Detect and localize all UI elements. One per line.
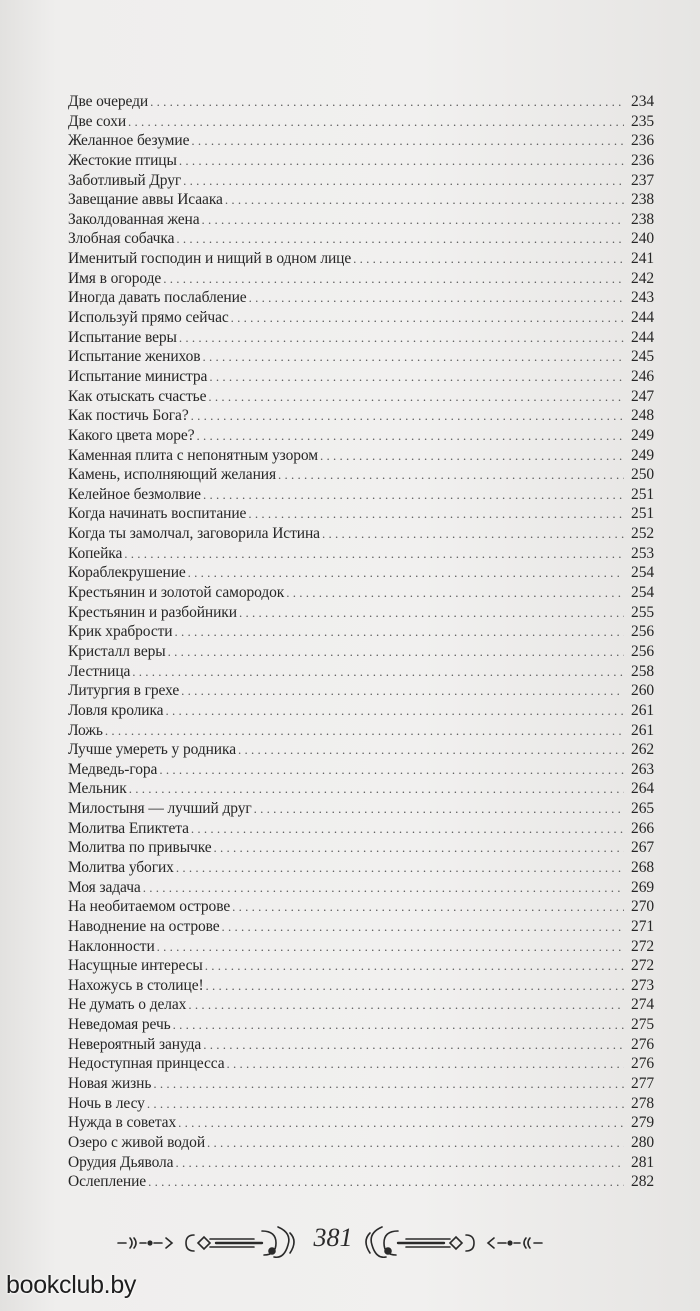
dot-leader [197, 426, 625, 446]
dot-leader [286, 583, 624, 603]
toc-entry-page: 267 [631, 839, 654, 857]
toc-entry [68, 1113, 654, 1133]
toc-entry-page: 279 [631, 1114, 654, 1132]
dot-leader [232, 897, 624, 917]
toc-entry-title: Не думать о делах [68, 996, 187, 1014]
toc-entry-title: Молитва Епиктета [68, 819, 189, 837]
toc-entry-title: Нужда в советах [68, 1114, 177, 1132]
toc-entry [68, 229, 654, 249]
dot-leader [238, 740, 624, 760]
dot-leader [178, 1113, 624, 1133]
toc-entry [68, 504, 654, 524]
toc-entry-title: Ослепление [68, 1173, 147, 1191]
dot-leader [248, 504, 624, 524]
toc-entry-title: Ложь [68, 721, 103, 739]
toc-entry-title: Копейка [68, 544, 123, 562]
toc-entry-page: 248 [631, 407, 654, 425]
toc-entry-title: Насущные интересы [68, 957, 203, 975]
toc-entry-page: 234 [631, 93, 654, 110]
toc-entry [68, 662, 654, 682]
dot-leader [147, 1094, 624, 1114]
dot-leader [153, 1074, 624, 1094]
toc-entry-title: Испытание министра [68, 367, 208, 385]
toc-entry-page: 264 [631, 780, 654, 798]
toc-entry [68, 485, 654, 505]
toc-entry-page: 238 [631, 191, 654, 209]
toc-entry [68, 858, 654, 878]
toc-entry-title: Наклонности [68, 937, 155, 955]
dot-leader [168, 642, 624, 662]
dot-leader [188, 563, 624, 583]
dot-leader [191, 131, 624, 151]
toc-entry [68, 151, 654, 171]
toc-entry [68, 819, 654, 839]
dot-leader [254, 799, 624, 819]
toc-entry-title: Какого цвета море? [68, 426, 195, 444]
toc-entry-title: Как постичь Бога? [68, 407, 189, 425]
toc-entry [68, 406, 654, 426]
toc-entry-title: Имя в огороде [68, 269, 162, 287]
toc-entry-title: Мельник [68, 780, 127, 798]
toc-entry-title: Каменная плита с непонятным узором [68, 446, 318, 464]
toc-entry-title: Нахожусь в столице! [68, 976, 204, 994]
toc-entry-title: Камень, исполняющий желания [68, 466, 276, 484]
toc-entry [68, 1133, 654, 1153]
toc-entry-title: Завещание аввы Исаака [68, 191, 223, 209]
toc-entry [68, 1094, 654, 1114]
dot-leader [222, 917, 624, 937]
toc-entry-title: Новая жизнь [68, 1075, 152, 1093]
toc-entry [68, 131, 654, 151]
toc-entry [68, 1015, 654, 1035]
toc-entry-page: 282 [631, 1173, 654, 1191]
dot-leader [157, 937, 624, 957]
toc-entry [68, 995, 654, 1015]
toc-entry-title: Недоступная принцесса [68, 1055, 225, 1073]
toc-entry [68, 721, 654, 741]
toc-entry [68, 1035, 654, 1055]
toc-entry-title: Жестокие птицы [68, 151, 177, 169]
toc-entry-page: 244 [631, 328, 654, 346]
toc-entry [68, 799, 654, 819]
toc-entry [68, 740, 654, 760]
dot-leader [124, 544, 624, 564]
toc-entry-page: 236 [631, 132, 654, 150]
toc-entry-page: 281 [631, 1153, 654, 1171]
toc-entry-title: Две сохи [68, 112, 127, 130]
toc-entry [68, 210, 654, 230]
page-footer [112, 1221, 542, 1263]
toc-entry [68, 465, 654, 485]
dot-leader [209, 367, 624, 387]
toc-entry-page: 261 [631, 701, 654, 719]
dot-leader [202, 210, 624, 230]
toc-entry [68, 583, 654, 603]
toc-entry-title: Молитва по привычке [68, 839, 212, 857]
toc-entry [68, 249, 654, 269]
toc-entry [68, 897, 654, 917]
dot-leader [320, 446, 624, 466]
dot-leader [227, 1054, 625, 1074]
toc-entry-title: Заколдованная жена [68, 210, 200, 228]
toc-entry-page: 249 [631, 426, 654, 444]
table-of-contents [68, 92, 654, 1192]
toc-entry-title: Испытание веры [68, 328, 177, 346]
toc-entry-page: 276 [631, 1055, 654, 1073]
toc-entry [68, 563, 654, 583]
toc-entry-title: Крик храбрости [68, 623, 173, 641]
dot-leader [176, 858, 624, 878]
toc-entry-page: 260 [631, 682, 654, 700]
dot-leader [179, 328, 624, 348]
toc-entry-title: Лучше умереть у родника [68, 741, 236, 759]
toc-entry [68, 760, 654, 780]
toc-entry-page: 280 [631, 1133, 654, 1151]
dot-leader [322, 524, 624, 544]
toc-entry-page: 253 [631, 544, 654, 562]
toc-entry-page: 276 [631, 1035, 654, 1053]
toc-entry [68, 681, 654, 701]
toc-entry-title: Ловля кролика [68, 701, 164, 719]
dot-leader [207, 1133, 624, 1153]
ornament-right-icon [358, 1221, 548, 1263]
watermark: bookclub.by [6, 1271, 137, 1299]
dot-leader [203, 485, 624, 505]
toc-entry-page: 242 [631, 269, 654, 287]
toc-entry-page: 245 [631, 348, 654, 366]
toc-entry-title: Неведомая речь [68, 1016, 171, 1034]
toc-entry [68, 112, 654, 132]
dot-leader [165, 701, 624, 721]
toc-entry-title: Наводнение на острове [68, 917, 220, 935]
toc-entry [68, 1153, 654, 1173]
toc-entry [68, 171, 654, 191]
toc-entry-page: 241 [631, 250, 654, 268]
dot-leader [105, 721, 624, 741]
toc-entry-title: Когда ты замолчал, заговорила Истина [68, 525, 320, 543]
toc-entry-title: Иногда давать послабление [68, 289, 247, 307]
toc-entry-page: 265 [631, 800, 654, 818]
toc-entry-page: 270 [631, 898, 654, 916]
toc-entry [68, 917, 654, 937]
toc-entry-page: 252 [631, 525, 654, 543]
dot-leader [143, 878, 624, 898]
dot-leader [208, 387, 624, 407]
dot-leader [159, 760, 624, 780]
toc-entry-title: Орудия Дьявола [68, 1153, 174, 1171]
dot-leader [188, 995, 624, 1015]
dot-leader [173, 1015, 624, 1035]
toc-entry [68, 190, 654, 210]
toc-entry [68, 1054, 654, 1074]
toc-entry [68, 937, 654, 957]
dot-leader [202, 347, 624, 367]
toc-entry-page: 254 [631, 564, 654, 582]
dot-leader [148, 1172, 624, 1192]
dot-leader [181, 681, 624, 701]
toc-entry [68, 269, 654, 289]
toc-entry-page: 256 [631, 642, 654, 660]
toc-entry-title: Как отыскать счастье [68, 387, 207, 405]
dot-leader [179, 151, 624, 171]
dot-leader [205, 956, 624, 976]
toc-entry-page: 278 [631, 1094, 654, 1112]
toc-entry [68, 956, 654, 976]
dot-leader [203, 1035, 624, 1055]
toc-entry-title: Медведь-гора [68, 760, 158, 778]
toc-entry-page: 269 [631, 878, 654, 896]
toc-entry-page: 251 [631, 505, 654, 523]
toc-entry-title: Молитва убогих [68, 858, 174, 876]
toc-entry-title: Испытание женихов [68, 348, 201, 366]
toc-entry-title: Невероятный зануда [68, 1035, 202, 1053]
toc-entry-title: Озеро с живой водой [68, 1133, 206, 1151]
toc-entry-page: 246 [631, 367, 654, 385]
toc-entry [68, 544, 654, 564]
toc-entry [68, 328, 654, 348]
toc-entry-title: Крестьянин и золотой самородок [68, 584, 285, 602]
toc-entry-page: 268 [631, 858, 654, 876]
dot-leader [175, 622, 625, 642]
toc-entry-page: 254 [631, 584, 654, 602]
dot-leader [225, 190, 624, 210]
toc-entry-page: 272 [631, 937, 654, 955]
toc-entry-page: 272 [631, 957, 654, 975]
toc-entry [68, 622, 654, 642]
toc-entry [68, 347, 654, 367]
toc-entry-title: Две очереди [68, 93, 149, 110]
toc-entry-title: Желанное безумие [68, 132, 190, 150]
dot-leader [183, 171, 624, 191]
toc-entry [68, 1074, 654, 1094]
toc-entry-title: Заботливый Друг [68, 171, 182, 189]
dot-leader [191, 819, 624, 839]
toc-entry [68, 308, 654, 328]
dot-leader [163, 269, 624, 289]
toc-entry-title: Злобная собачка [68, 230, 175, 248]
dot-leader [231, 308, 624, 328]
toc-entry-page: 262 [631, 741, 654, 759]
ornament-left-icon [112, 1221, 302, 1263]
toc-entry [68, 779, 654, 799]
toc-entry-page: 244 [631, 309, 654, 327]
dot-leader [175, 1153, 624, 1173]
toc-entry-page: 240 [631, 230, 654, 248]
toc-entry-page: 243 [631, 289, 654, 307]
toc-entry [68, 524, 654, 544]
toc-entry-title: Ночь в лесу [68, 1094, 145, 1112]
toc-entry [68, 92, 654, 112]
toc-entry-page: 249 [631, 446, 654, 464]
toc-entry-page: 273 [631, 976, 654, 994]
toc-entry [68, 446, 654, 466]
toc-entry [68, 387, 654, 407]
toc-entry-page: 277 [631, 1075, 654, 1093]
dot-leader [353, 249, 624, 269]
toc-entry-page: 250 [631, 466, 654, 484]
toc-entry-page: 251 [631, 485, 654, 503]
dot-leader [129, 779, 624, 799]
toc-entry [68, 367, 654, 387]
toc-entry-title: Келейное безмолвие [68, 485, 201, 503]
toc-entry [68, 603, 654, 623]
toc-entry-title: Используй прямо сейчас [68, 309, 229, 327]
dot-leader [191, 406, 624, 426]
toc-entry [68, 838, 654, 858]
toc-entry-page: 235 [631, 112, 654, 130]
dot-leader [206, 976, 624, 996]
toc-entry-page: 258 [631, 662, 654, 680]
dot-leader [239, 603, 624, 623]
dot-leader [176, 229, 624, 249]
toc-entry [68, 288, 654, 308]
toc-entry-page: 275 [631, 1016, 654, 1034]
toc-entry-title: Кораблекрушение [68, 564, 186, 582]
toc-entry-title: Милостыня — лучший друг [68, 800, 252, 818]
dot-leader [132, 662, 624, 682]
toc-entry [68, 701, 654, 721]
toc-entry [68, 642, 654, 662]
toc-entry [68, 1172, 654, 1192]
toc-entry [68, 878, 654, 898]
toc-entry [68, 976, 654, 996]
toc-entry-title: Крестьянин и разбойники [68, 603, 237, 621]
dot-leader [128, 112, 624, 132]
toc-entry-page: 271 [631, 917, 654, 935]
toc-entry-title: Кристалл веры [68, 642, 166, 660]
dot-leader [214, 838, 624, 858]
toc-entry-title: Лестница [68, 662, 131, 680]
toc-entry-title: Моя задача [68, 878, 141, 896]
toc-entry-page: 266 [631, 819, 654, 837]
toc-entry-page: 263 [631, 760, 654, 778]
toc-entry-page: 256 [631, 623, 654, 641]
toc-entry-title: Литургия в грехе [68, 682, 180, 700]
toc-entry-page: 255 [631, 603, 654, 621]
toc-entry-page: 247 [631, 387, 654, 405]
page-number: 381 [313, 1223, 353, 1252]
toc-entry-title: На необитаемом острове [68, 898, 231, 916]
toc-entry-page: 238 [631, 210, 654, 228]
dot-leader [278, 465, 624, 485]
toc-entry-page: 237 [631, 171, 654, 189]
toc-entry-title: Именитый господин и нищий в одном лице [68, 250, 352, 268]
toc-entry [68, 426, 654, 446]
dot-leader [249, 288, 624, 308]
dot-leader [150, 92, 624, 112]
toc-entry-page: 274 [631, 996, 654, 1014]
toc-entry-title: Когда начинать воспитание [68, 505, 247, 523]
toc-entry-page: 236 [631, 151, 654, 169]
toc-entry-page: 261 [631, 721, 654, 739]
